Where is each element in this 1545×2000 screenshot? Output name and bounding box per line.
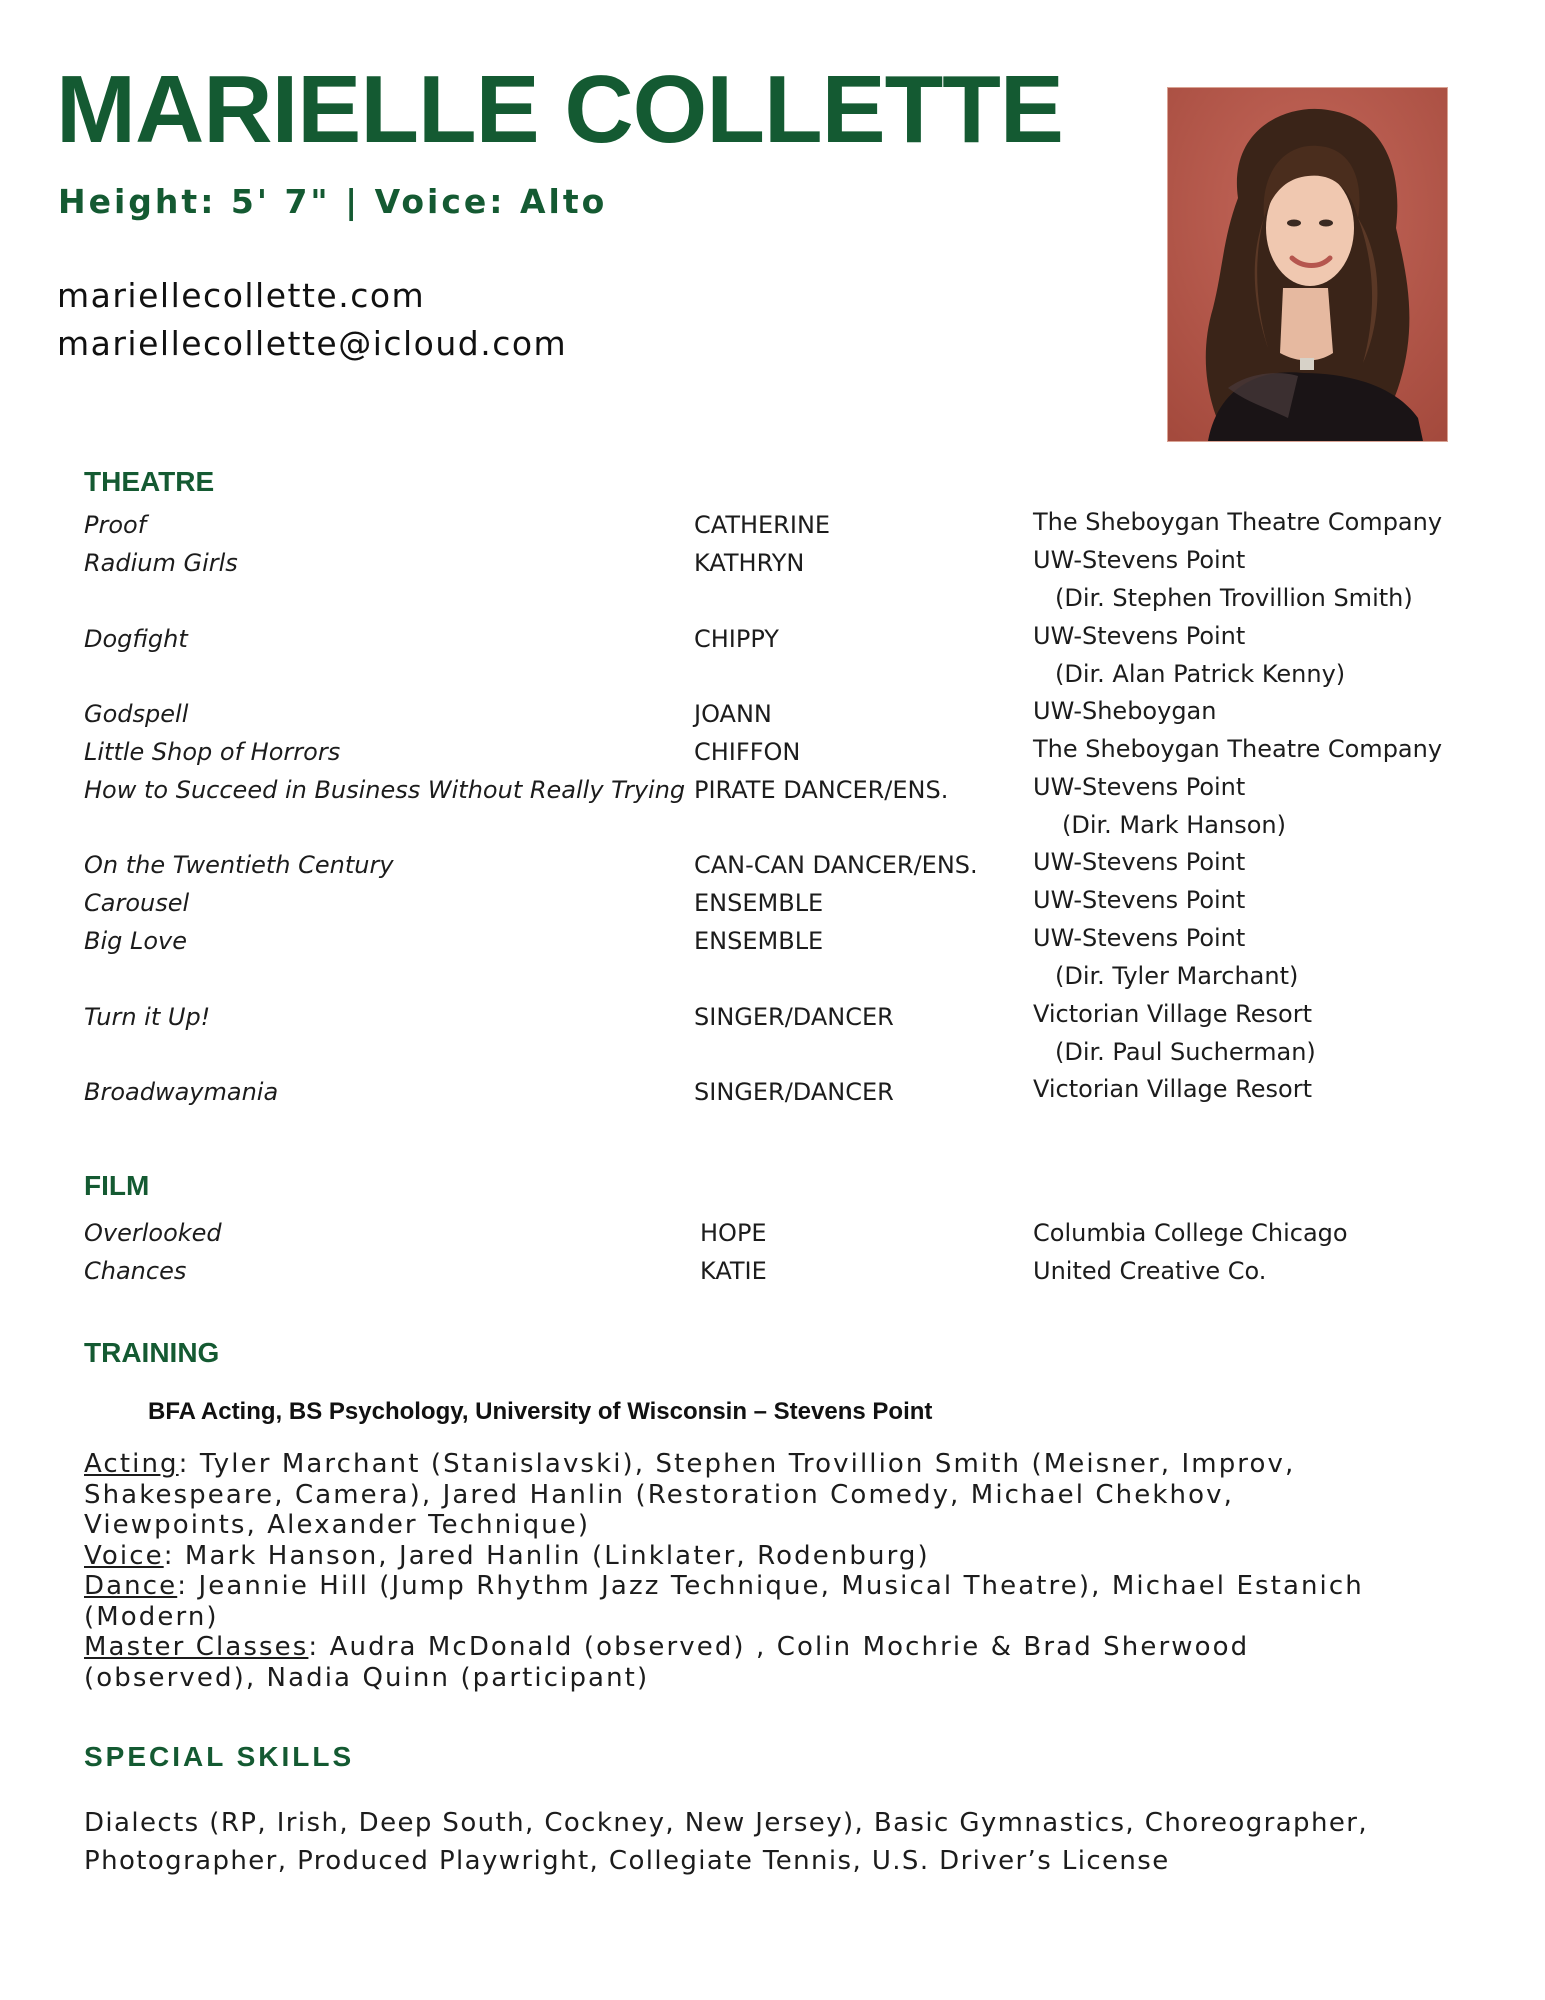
credit-title: Big Love xyxy=(84,927,188,955)
height-voice-line: Height: 5' 7" | Voice: Alto xyxy=(58,182,608,221)
credit-role: SINGER/DANCER xyxy=(694,1078,894,1106)
credit-role: PIRATE DANCER/ENS. xyxy=(694,776,949,804)
training-details xyxy=(84,1449,1384,1693)
film-heading: FILM xyxy=(84,1170,150,1201)
actor-name: MARIELLE COLLETTE xyxy=(56,56,1063,163)
credit-company: Victorian Village Resort xyxy=(1033,1000,1312,1028)
voice-text: : Mark Hanson, Jared Hanlin (Linklater, Rodenburg) xyxy=(163,1540,930,1571)
credit-director: (Dir. Mark Hanson) xyxy=(1062,811,1286,839)
credit-title: Proof xyxy=(84,511,147,539)
training-master-classes xyxy=(84,1632,1384,1693)
credit-company: The Sheboygan Theatre Company xyxy=(1033,508,1443,536)
credit-title: On the Twentieth Century xyxy=(84,851,394,879)
website-link[interactable]: mariellecollette.com xyxy=(57,276,426,315)
master-classes-label: Master Classes xyxy=(84,1632,309,1662)
credit-company: Columbia College Chicago xyxy=(1033,1219,1348,1247)
credit-company: UW-Stevens Point xyxy=(1033,886,1246,914)
credit-role: HOPE xyxy=(700,1219,767,1247)
credit-role: ENSEMBLE xyxy=(694,889,824,917)
dance-label: Dance xyxy=(84,1571,178,1601)
credit-role: CAN-CAN DANCER/ENS. xyxy=(694,851,978,879)
credit-title: Turn it Up! xyxy=(84,1003,211,1031)
credit-role: JOANN xyxy=(694,700,772,728)
credit-title: Chances xyxy=(84,1257,187,1285)
training-dance xyxy=(84,1571,1384,1632)
special-skills-heading: SPECIAL SKILLS xyxy=(84,1741,355,1772)
training-acting xyxy=(84,1449,1384,1541)
training-voice xyxy=(84,1541,1384,1572)
credit-director: (Dir. Paul Sucherman) xyxy=(1055,1038,1316,1066)
degree-line: BFA Acting, BS Psychology, University of Wisconsin – Stevens Point xyxy=(148,1398,933,1425)
theatre-heading: THEATRE xyxy=(84,466,215,497)
credit-role: KATHRYN xyxy=(694,549,805,577)
credit-title: How to Succeed in Business Without Really Trying xyxy=(84,776,686,804)
acting-text: : Tyler Marchant (Stanislavski), Stephen Trovillion Smith (Meisner, Improv, Shakespeare, Camera), Jared Hanlin (Restoration Comedy, Michael Chekhov, Viewpoints, Alexander Technique) xyxy=(84,1449,1296,1540)
credit-company: UW-Stevens Point xyxy=(1033,924,1246,952)
credit-company: United Creative Co. xyxy=(1033,1257,1267,1285)
credit-role: CHIFFON xyxy=(694,738,801,766)
credit-title: Carousel xyxy=(84,889,190,917)
credit-role: SINGER/DANCER xyxy=(694,1003,894,1031)
credit-company: UW-Stevens Point xyxy=(1033,848,1246,876)
credit-director: (Dir. Stephen Trovillion Smith) xyxy=(1055,584,1413,612)
credit-title: Radium Girls xyxy=(84,549,238,577)
credit-company: Victorian Village Resort xyxy=(1033,1075,1312,1103)
credit-title: Little Shop of Horrors xyxy=(84,738,341,766)
headshot-photo xyxy=(1167,87,1448,442)
credit-role: ENSEMBLE xyxy=(694,927,824,955)
credit-title: Dogfight xyxy=(84,625,188,653)
credit-company: UW-Stevens Point xyxy=(1033,773,1246,801)
credit-title: Broadwaymania xyxy=(84,1078,279,1106)
credit-company: UW-Stevens Point xyxy=(1033,622,1246,650)
email-link[interactable]: mariellecollette@icloud.com xyxy=(57,324,568,363)
credit-role: CHIPPY xyxy=(694,625,779,653)
special-skills-text: Dialects (RP, Irish, Deep South, Cockney, New Jersey), Basic Gymnastics, Choreographer, Photographer, Produced Playwright, Collegiate Tennis, U.S. Driver’s License xyxy=(84,1808,1368,1876)
credit-title: Godspell xyxy=(84,700,189,728)
credit-company: UW-Sheboygan xyxy=(1033,697,1217,725)
credit-company: UW-Stevens Point xyxy=(1033,546,1246,574)
credit-company: The Sheboygan Theatre Company xyxy=(1033,735,1443,763)
master-classes-text: : Audra McDonald (observed) , Colin Mochrie & Brad Sherwood (observed), Nadia Quinn (participant) xyxy=(84,1632,1250,1693)
acting-label: Acting xyxy=(84,1449,179,1479)
dance-text: : Jeannie Hill (Jump Rhythm Jazz Technique, Musical Theatre), Michael Estanich (Modern) xyxy=(84,1571,1364,1632)
credit-director: (Dir. Alan Patrick Kenny) xyxy=(1055,660,1346,688)
credit-role: CATHERINE xyxy=(694,511,831,539)
credit-role: KATIE xyxy=(700,1257,767,1285)
training-heading: TRAINING xyxy=(84,1337,220,1368)
voice-label: Voice xyxy=(84,1540,164,1571)
credit-title: Overlooked xyxy=(84,1219,222,1247)
credit-director: (Dir. Tyler Marchant) xyxy=(1055,962,1299,990)
